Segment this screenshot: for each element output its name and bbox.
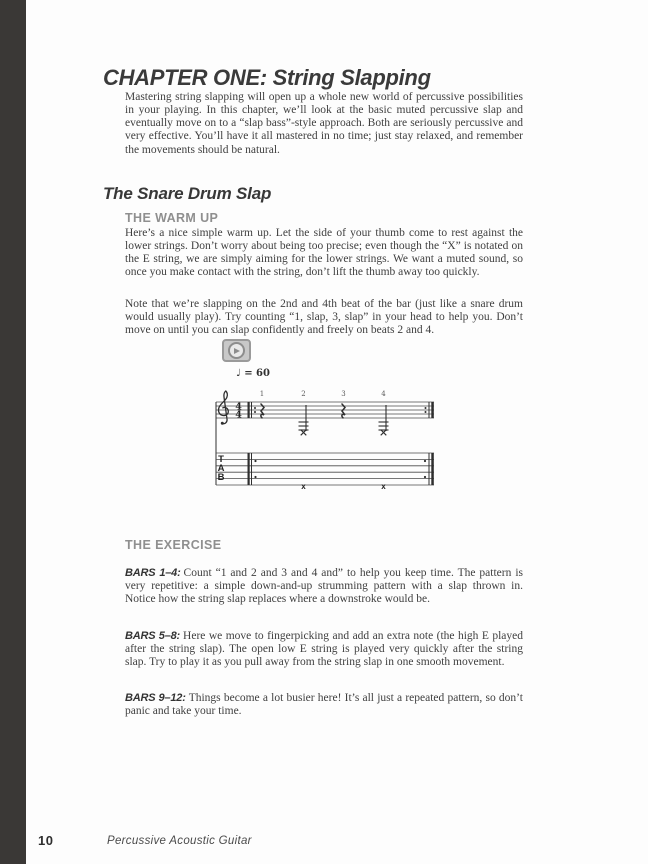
bars-5-8-text: Here we move to fingerpicking and add an extra note (the high E played after the string slap). The open low E string is played very quickly after the string slap. Try to play it as you pull away from the string slap in one smooth movement. [125, 629, 523, 669]
bars-1-4-paragraph [125, 567, 523, 607]
tab-end-repeat-barline [424, 453, 434, 485]
tempo-marking: ♩ = 60 [236, 368, 270, 379]
bars-9-12-label: BARS 9–12: [125, 691, 186, 704]
bars-9-12-text: Things become a lot busier here! It’s all just a repeated pattern, so don’t panic and take your time. [125, 691, 524, 717]
play-button[interactable] [222, 339, 251, 362]
warmup-paragraph-2: Note that we’re slapping on the 2nd and 4th beat of the bar (just like a snare drum would usually play). Try counting “1, slap, 3, slap” in your head to help you. Don’t move on until you can slap confidently and freely on beats 2 and 4. [125, 297, 523, 337]
bars-5-8-label: BARS 5–8: [125, 629, 181, 642]
time-signature-top: 4 [235, 401, 242, 413]
exercise-heading: THE EXERCISE [125, 537, 222, 552]
page-edge-bar [0, 0, 26, 864]
warmup-heading: THE WARM UP [125, 210, 219, 225]
slap-note-beat2 [299, 405, 309, 435]
intro-paragraph: Mastering string slapping will open up a whole new world of percussive possibilities in your playing. In this chapter, we’ll look at the basic muted percussive slap and eventually move on to a “slap bass”-style approach. Both are seriously percussive and very effective. You’ll have it all mastered in no time; just stay relaxed, and remember the movements should be natural. [125, 90, 523, 156]
time-signature-bottom: 4 [235, 409, 242, 421]
slap-note-beat4 [379, 405, 389, 435]
treble-clef-icon [219, 391, 229, 425]
play-triangle-icon [234, 348, 240, 354]
chapter-title: CHAPTER ONE: String Slapping [103, 64, 431, 90]
beat-number-4: 4 [381, 390, 386, 398]
page-number: 10 [38, 833, 54, 848]
warmup-paragraph-1: Here’s a nice simple warm up. Let the side of your thumb come to rest against the lower strings. Don’t worry about being too precise; even though the “X” is notated on the E string, we are simply aiming for the lower strings. We want a muted sound, so once you make contact with the string, don’t lift the thumb away too quickly. [125, 226, 523, 279]
tab-letter-t: T [218, 454, 224, 465]
tab-slap-x-beat2: x [301, 482, 306, 491]
bars-5-8-paragraph [125, 630, 523, 670]
play-circle-icon [228, 342, 245, 359]
bars-1-4-text: Count “1 and 2 and 3 and 4 and” to help you keep time. The pattern is very repetitive: a simple down-and-up strumming pattern with a slap thrown in. Notice how the string slap replaces where a downstroke would be. [125, 566, 523, 606]
bars-1-4-label: BARS 1–4: [125, 566, 181, 579]
tab-slap-x-beat4: x [381, 482, 386, 491]
tab-letter-a: A [217, 463, 225, 474]
tab-start-repeat-barline [248, 453, 257, 485]
section-title: The Snare Drum Slap [103, 184, 272, 204]
beat-number-2: 2 [301, 390, 306, 398]
tab-letter-b: B [217, 472, 225, 483]
music-notation [205, 386, 440, 508]
footer-book-title: Percussive Acoustic Guitar [107, 835, 252, 847]
beat-number-1: 1 [259, 390, 265, 398]
bars-9-12-paragraph [125, 692, 523, 719]
beat-number-3: 3 [341, 390, 346, 398]
